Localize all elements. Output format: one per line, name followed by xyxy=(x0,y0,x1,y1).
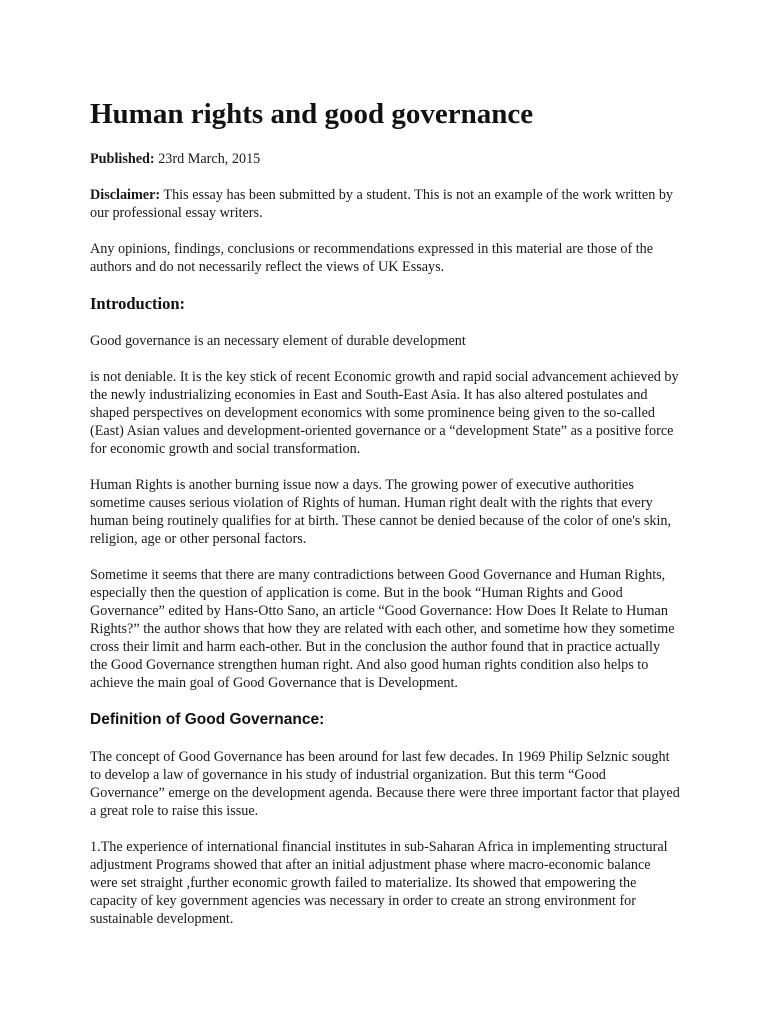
disclaimer-text: This essay has been submitted by a student. This is not an example of the work written by our professional essay writers. xyxy=(90,187,674,221)
intro-paragraph-1: Good governance is an necessary element of durable development xyxy=(90,333,466,349)
published-date: 23rd March, 2015 xyxy=(158,151,261,167)
essay-page xyxy=(90,96,680,946)
published-line xyxy=(90,150,680,168)
intro-paragraph-3: Human Rights is another burning issue now a days. The growing power of executive authorities sometime causes serious violation of Rights of human. Human right dealt with the rights that every human being routinely qualifies for at birth. These cannot be denied because of the color of one's skin, religion, age or other personal factors. xyxy=(90,477,672,547)
definition-paragraph-2: 1.The experience of international financial institutes in sub-Saharan Africa in implementing structural adjustment Programs showed that after an initial adjustment phase where macro-economic balance were set straight ,further economic growth failed to materialize. Its showed that empowering the capacity of key government agencies was necessary in order to create an strong environment for sustainable development. xyxy=(90,839,668,927)
published-label: Published: xyxy=(90,151,155,167)
disclaimer-label: Disclaimer: xyxy=(90,187,161,203)
intro-paragraph-4: Sometime it seems that there are many contradictions between Good Governance and Human Rights, especially then the question of application is come. But in the book “Human Rights and Good Governance” edited by Hans-Otto Sano, an article “Good Governance: How Does It Relate to Human Rights?” the author shows that how they are related with each other, and sometime how they sometime cross their limit and harm each-other. But in the conclusion the author found that in practice actually the Good Governance strengthen human right. And also good human rights condition also helps to achieve the main goal of Good Governance that is Development. xyxy=(90,567,675,691)
disclaimer-paragraph xyxy=(90,186,680,222)
opinions-paragraph: Any opinions, findings, conclusions or recommendations expressed in this material are those of the authors and do not necessarily reflect the views of UK Essays. xyxy=(90,241,654,275)
intro-paragraph-2: is not deniable. It is the key stick of recent Economic growth and rapid social advancement achieved by the newly industrializing economies in East and South-East Asia. It has also altered postulates and shaped perspectives on development economics with some prominence being given to the so-called (East) Asian values and development-oriented governance or a “development State” as a positive force for economic growth and social transformation. xyxy=(90,369,679,457)
page-title: Human rights and good governance xyxy=(90,98,534,130)
definition-paragraph-1: The concept of Good Governance has been around for last few decades. In 1969 Philip Selznic sought to develop a law of governance in his study of industrial organization. But this term “Good Governance” emerge on the development agenda. Because there were three important factor that played a great role to raise this issue. xyxy=(90,749,680,819)
definition-heading: Definition of Good Governance: xyxy=(90,711,325,728)
introduction-heading: Introduction: xyxy=(90,294,186,313)
